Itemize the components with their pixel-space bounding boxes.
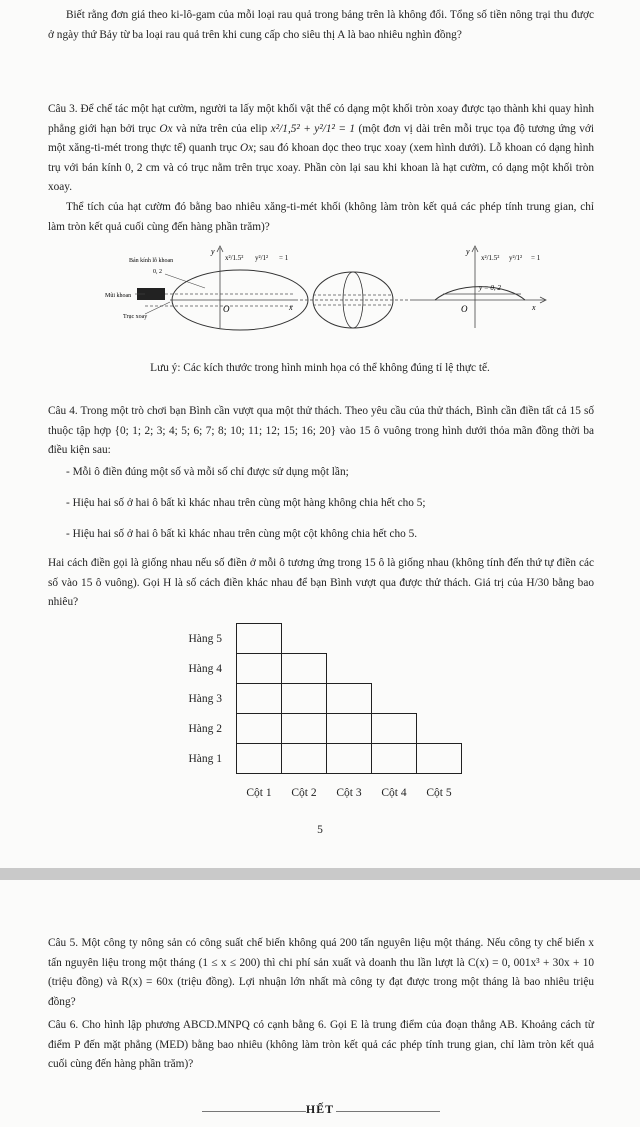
grid-cell bbox=[236, 683, 282, 714]
grid-cell bbox=[281, 683, 327, 714]
q4-condition-2: - Hiệu hai số ở hai ô bất kì khác nhau trên cùng một hàng không chia hết cho 5; bbox=[66, 497, 426, 509]
grid-cell bbox=[326, 713, 372, 744]
col-label-1: Cột 1 bbox=[246, 787, 272, 799]
grid-cell bbox=[236, 653, 282, 684]
row-label-1: Hàng 1 bbox=[188, 753, 222, 765]
figure-left bbox=[105, 246, 308, 330]
label-y-02: y = 0, 2 bbox=[479, 284, 501, 292]
grid-cell bbox=[281, 743, 327, 774]
q4-text-2: Hai cách điền gọi là giống nhau nếu số điền ở mỗi ô tương ứng trong 15 ô là giống nhau (không tính đến thứ tự điền các số vào 15 ô vuông). Gọi H là số cách điền khác nhau để bạn Bình vượt qua được thử thách. Giá trị của H/30 bằng bao nhiêu? bbox=[48, 557, 594, 608]
grid-cell bbox=[236, 713, 282, 744]
eq-right-2: y²/1² bbox=[509, 254, 523, 262]
label-radius: Bán kính lỗ khoan bbox=[129, 258, 174, 264]
q3-figure bbox=[95, 244, 550, 334]
page-number: 5 bbox=[317, 824, 323, 836]
q3-volume-question: Thể tích của hạt cườm đó bằng bao nhiêu xăng-ti-mét khối (không làm tròn kết quả các phép tính trung gian, chỉ làm tròn kết quả cuối cùng đến hàng phần trăm)? bbox=[48, 201, 594, 233]
eq-left-2: y²/1² bbox=[255, 254, 269, 262]
question-5 bbox=[48, 934, 594, 1012]
figure-right bbox=[411, 246, 546, 328]
y-label-right: y bbox=[466, 247, 470, 256]
q3-text-part3: (một đơn vị dài trên mỗi trục tọa độ tương ứng với một xăng-ti-mét trong thực tế) quanh trục bbox=[48, 122, 594, 154]
q3-text-part2: và nửa trên của elip bbox=[175, 122, 268, 135]
q3-axis: Ox bbox=[159, 122, 173, 135]
origin-left: O bbox=[223, 304, 230, 314]
label-drill: Mũi khoan bbox=[105, 293, 132, 299]
grid-cell bbox=[326, 743, 372, 774]
question-4 bbox=[48, 402, 594, 461]
q3-text-part1: Để chế tác một hạt cườm, người ta lấy một khối vật thể có dạng một khối tròn xoay được tạo thành khi quay hình phẳng giới hạn bởi trục bbox=[48, 103, 595, 135]
q4-condition-1: - Mỗi ô điền đúng một số và mỗi số chỉ được sử dụng một lần; bbox=[66, 466, 349, 478]
q3-note: Lưu ý: Các kích thước trong hình minh họa có thể không đúng tỉ lệ thực tế. bbox=[150, 362, 490, 374]
grid-cell bbox=[236, 743, 282, 774]
q3-text-part4: ; sau đó khoan dọc theo trục xoay (xem hình dưới). Lỗ khoan có dạng hình trụ với bán kính 0, 2 cm và có trục nằm trên trục xoay. Phần còn lại sau khi khoan là hạt cườm, có dạng một khối tròn xoay. bbox=[48, 142, 594, 193]
figure-middle bbox=[295, 272, 411, 328]
q4-label: Câu 4. bbox=[48, 405, 78, 417]
col-label-5: Cột 5 bbox=[426, 787, 452, 799]
q4-condition-3: - Hiệu hai số ở hai ô bất kì khác nhau trên cùng một cột không chia hết cho 5. bbox=[66, 528, 418, 540]
q6-text: Cho hình lập phương ABCD.MNPQ có cạnh bằng 6. Gọi E là trung điểm của đoạn thẳng AB. Khoảng cách từ điểm P đến mặt phẳng (MED) bằng bao nhiêu (không làm tròn kết quả các phép tính trung gian, chỉ làm tròn kết quả cuối cùng đến hàng phần trăm)? bbox=[48, 1019, 595, 1070]
end-marker: HẾT bbox=[305, 1102, 335, 1116]
grid-cell bbox=[281, 653, 327, 684]
col-label-3: Cột 3 bbox=[336, 787, 362, 799]
col-label-4: Cột 4 bbox=[381, 787, 407, 799]
q5-label: Câu 5. bbox=[48, 937, 79, 949]
grid-cell bbox=[371, 743, 417, 774]
eq-right-3: = 1 bbox=[531, 254, 541, 262]
axis-pointer bbox=[145, 302, 170, 314]
col-label-2: Cột 2 bbox=[291, 787, 317, 799]
y-label-left: y bbox=[211, 247, 215, 256]
q6-label: Câu 6. bbox=[48, 1019, 79, 1031]
grid-cell bbox=[326, 683, 372, 714]
row-label-2: Hàng 2 bbox=[188, 723, 222, 735]
grid-cell bbox=[236, 623, 282, 654]
grid-cell bbox=[416, 743, 462, 774]
row-label-3: Hàng 3 bbox=[188, 693, 222, 705]
x-label-left: x bbox=[289, 303, 293, 312]
grid-cell bbox=[371, 713, 417, 744]
question-6 bbox=[48, 1016, 594, 1075]
label-axis: Trục xoay bbox=[123, 314, 148, 320]
row-label-5: Hàng 5 bbox=[188, 633, 222, 645]
intro-paragraph: Biết rằng đơn giá theo ki-lô-gam của mỗi loại rau quả trong bảng trên là không đổi. Tổng số tiền nông trại thu được ở ngày thứ Bảy từ ba loại rau quả trên khi cung cấp cho siêu thị A là bao nhiêu nghìn đồng? bbox=[48, 9, 594, 41]
eq-left-1: x²/1.5² bbox=[225, 254, 244, 262]
eq-right-1: x²/1.5² bbox=[481, 254, 500, 262]
origin-right: O bbox=[461, 304, 468, 314]
eq-left-3: = 1 bbox=[279, 254, 289, 262]
grid-cell bbox=[281, 713, 327, 744]
x-label-right: x bbox=[532, 303, 536, 312]
q3-axis-2: Ox bbox=[240, 142, 254, 154]
end-rule-right bbox=[336, 1111, 440, 1112]
q3-ellipse-eq: x²/1,5² + y²/1² = 1 bbox=[270, 122, 356, 135]
q3-label: Câu 3. bbox=[48, 103, 78, 115]
row-label-4: Hàng 4 bbox=[188, 663, 222, 675]
label-radius-value: 0, 2 bbox=[153, 269, 162, 275]
q5-text: Một công ty nông sản có công suất chế biến không quá 200 tấn nguyên liệu một tháng. Nếu công ty chế biến x tấn nguyên liệu trong một tháng (1 ≤ x ≤ 200) thì chi phí sản xuất và doanh thu lần lượt là C(x) = 0, 001x³ + 30x + 10 (triệu đồng) và R(x) = 60x (triệu đồng). Lợi nhuận lớn nhất mà công ty đạt được trong một tháng là bao nhiêu triệu đồng? bbox=[48, 937, 595, 1008]
question-3 bbox=[48, 100, 594, 198]
q4-text: Trong một trò chơi bạn Bình cần vượt qua một thử thách. Theo yêu cầu của thử thách, Bình cần điền tất cả 15 số thuộc tập hợp {0; 1; 2; 3; 4; 5; 6; 7; 8; 10; 11; 12; 15; 16; 20} vào 15 ô vuông trong hình dưới thỏa mãn đồng thời ba điều kiện sau: bbox=[48, 405, 594, 456]
